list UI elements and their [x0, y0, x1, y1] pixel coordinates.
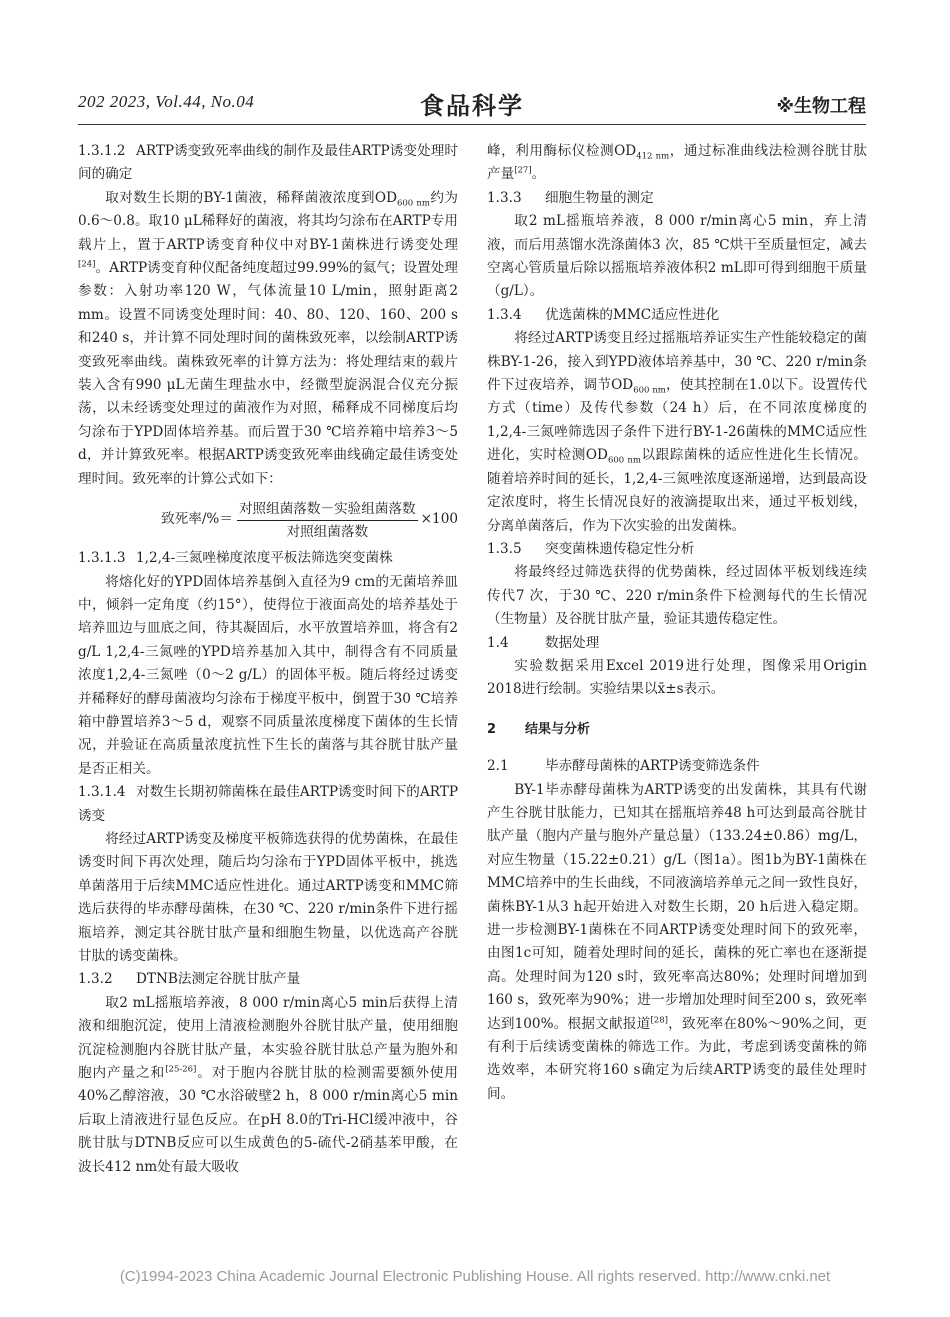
paragraph-biomass: 取2 mL摇瓶培养液，8 000 r/min离心5 min，弃上清液，而后用蒸馏水洗涤菌体3 次，85 ℃烘干至质量恒定，减去空离心管质量后除以摇瓶培养液体积2 mL即可得到细胞干质量（g/L）。 [487, 213, 867, 300]
citation[interactable]: [28] [650, 1015, 668, 1026]
section-number: 1.3.2 [78, 971, 113, 988]
page-info: 202 2023, Vol.44, No.04 [78, 92, 255, 111]
section-title: 细胞生物量的测定 [545, 189, 654, 206]
heading-1-3-5 [487, 538, 867, 561]
paragraph-dtnb-method: 取2 mL摇瓶培养液，8 000 r/min离心5 min后获得上清液和细胞沉淀，使用上清液检测胞外谷胱甘肽产量，使用细胞沉淀检测胞内谷胱甘肽产量，本实验谷胱甘肽总产量为胞外和胞内产量之和[25-26]。对于胞内谷胱甘肽的检测需要额外使用40%乙醇溶液，30 ℃水浴破壁2 h，8 000 r/min离心5 min后取上清液进行显色反应。在pH 8.0的Tri-HCl缓冲液中，谷胱甘肽与DTNB反应可以生成黄色的5-硫代-2硝基苯甲酸，在波长412 nm处有最大吸收 [78, 994, 459, 1175]
section-number: 1.3.4 [487, 306, 522, 323]
section-number: 1.3.3 [487, 189, 522, 206]
left-column [78, 140, 458, 1179]
heading-2 [487, 718, 867, 741]
paragraph-results-artp: BY-1毕赤酵母菌株为ARTP诱变的出发菌株，其具有代谢产生谷胱甘肽能力，已知其在摇瓶培养48 h可达到最高谷胱甘肽产量（胞内产量与胞外产量总量）（133.24±0.86）mg/L，对应生物量（15.22±0.21）g/L（图1a）。图1b为BY-1菌株在MMC培养中的生长曲线，不同液滴培养单元之间一致性良好，菌株BY-1从3 h起开始进入对数生长期，20 h后进入稳定期。进一步检测BY-1菌株在不同ARTP诱变处理时间下的致死率，由图1c可知，随着处理时间的延长，菌株的死亡率也在逐渐提高。处理时间为120 s时，致死率高达80%；处理时间增加到160 s，致死率为90%；进一步增加处理时间至200 s，致死率达到100%。根据文献报道[28]，致死率在80%～90%之间，更有利于后续诱变菌株的筛选工作。为此，考虑到诱变菌株的筛选效率，本研究将160 s确定为后续ARTP诱变的最佳处理时间。 [487, 781, 867, 1102]
lethality-formula [78, 495, 458, 545]
section-number: 2 [487, 721, 497, 737]
right-column [487, 140, 867, 1106]
section-title: 优选菌株的MMC适应性进化 [545, 306, 720, 323]
heading-1-3-4 [487, 304, 867, 327]
header-rule [78, 124, 866, 125]
section-title: DTNB法测定谷胱甘肽产量 [136, 971, 301, 988]
paragraph-gradient-plate: 将熔化好的YPD固体培养基倒入直径为9 cm的无菌培养皿中，倾斜一定角度（约15°），使得位于液面高处的培养基处于培养皿边与皿底之间，待其凝固后，水平放置培养皿，将含有2 g/L 1,2,4-三氮唑的YPD培养基加入其中，制得含有不同质量浓度1,2,4-三氮唑（0～2 g/L）的固体平板。随后将经过诱变并稀释好的酵母菌液均匀涂布于梯度平板中，倒置于30 ℃培养箱中静置培养3～5 d，观察不同质量浓度梯度下菌体的生长情况，并验证在高质量浓度抗性下生长的菌落与其谷胱甘肽产量是否正相关。 [78, 573, 458, 777]
section-title: 对数生长期初筛菌株在最佳ARTP诱变时间下的ARTP诱变 [78, 784, 458, 824]
citation[interactable]: [27] [514, 165, 532, 176]
formula-rhs: ×100 [420, 511, 458, 528]
section-title: ARTP诱变致死率曲线的制作及最佳ARTP诱变处理时间的确定 [78, 143, 458, 183]
copyright-footer: (C)1994-2023 China Academic Journal Electronic Publishing House. All rights reserved. http://www.cnki.net [119, 1268, 831, 1285]
heading-1-3-2 [78, 968, 458, 991]
formula-denominator: 对照组菌落数 [286, 523, 369, 540]
section-number: 1.3.1.3 [78, 550, 126, 567]
paragraph-genetic-stability: 将最终经过筛选获得的优势菌株，经过固体平板划线连续传代7 次，于30 ℃、220 r/min条件下检测每代的生长情况（生物量）及谷胱甘肽产量，验证其遗传稳定性。 [487, 564, 867, 628]
section-title: 结果与分析 [525, 721, 591, 737]
section-number: 2.1 [487, 758, 509, 775]
section-number: 1.3.1.4 [78, 784, 126, 801]
page-header [78, 88, 866, 122]
paragraph-dtnb-continued: 峰，利用酶标仪检测$OD_{412 nm}$，通过标准曲线法检测谷胱甘肽产量[27]。 [487, 143, 867, 183]
heading-1-3-1-3 [78, 547, 458, 570]
heading-1-4 [487, 632, 867, 655]
formula-lhs: 致死率/%＝ [161, 511, 233, 528]
section-number: 1.3.1.2 [78, 143, 126, 159]
formula-numerator: 对照组菌落数－实验组菌落数 [237, 499, 418, 521]
heading-1-3-1-2 [78, 140, 458, 187]
section-label: ※生物工程 [776, 96, 866, 117]
heading-1-3-3 [487, 187, 867, 210]
section-number: 1.3.5 [487, 540, 522, 557]
journal-title: 食品科学 [420, 92, 524, 120]
paragraph-artp-lethality: 取对数生长期的BY-1菌液，稀释菌液浓度到$OD_{600 nm}$约为0.6～0.8。取10 μL稀释好的菌液，将其均匀涂布在ARTP专用载片上，置于ARTP诱变育种仪中对BY-1菌株进行诱变处理[24]。ARTP诱变育种仪配备纯度超过99.99%的氦气；设置处理参数：入射功率120 W，气体流量10 L/min，照射距离2 mm。设置不同诱变处理时间：40、80、120、160、200 s和240 s，并计算不同处理时间的菌株致死率，以绘制ARTP诱变致死率曲线。菌株致死率的计算方法为：将处理结束的载片装入含有990 μL无菌生理盐水中，经微型旋涡混合仪充分振荡，以未经诱变处理过的菌液作为对照，稀释成不同梯度后均匀涂布于YPD固体培养基。而后置于30 ℃培养箱中培养3～5 d，并计算致死率。根据ARTP诱变致死率曲线确定最佳诱变处理时间。致死率的计算公式如下： [78, 189, 459, 487]
section-title: 突变菌株遗传稳定性分析 [545, 540, 695, 557]
heading-2-1 [487, 755, 867, 778]
heading-1-3-1-4 [78, 781, 458, 828]
section-number: 1.4 [487, 634, 509, 651]
paragraph-data-processing: 实验数据采用Excel 2019进行处理，图像采用Origin 2018进行绘制。实验结果以x̄±s表示。 [487, 657, 867, 698]
section-title: 1,2,4-三氮唑梯度浓度平板法筛选突变菌株 [136, 550, 393, 567]
section-title: 数据处理 [545, 634, 600, 651]
citation[interactable]: [24] [78, 259, 96, 270]
paragraph-mmc-evolution: 将经过ARTP诱变且经过摇瓶培养证实生产性能较稳定的菌株BY-1-26，接入到YPD液体培养基中，30 ℃、220 r/min条件下过夜培养，调节$OD_{600 nm}$，使其控制在1.0以下。设置传代方式（time）及传代参数（24 h）后，在不同浓度梯度的1,2,4-三氮唑筛选因子条件下进行BY-1-26菌株的MMC适应性进化，实时检测$OD_{600 nm}$以跟踪菌株的适应性进化生长情况。随着培养时间的延长，1,2,4-三氮唑浓度逐渐递增，达到最高设定浓度时，将生长情况良好的液滴提取出来，通过平板划线，分离单菌落后，作为下次实验的出发菌株。 [487, 330, 868, 534]
citation[interactable]: [25-26] [165, 1064, 197, 1075]
section-title: 毕赤酵母菌株的ARTP诱变筛选条件 [545, 758, 760, 775]
formula-fraction [237, 499, 418, 542]
paragraph-second-mutagenesis: 将经过ARTP诱变及梯度平板筛选获得的优势菌株，在最佳诱变时间下再次处理，随后均匀涂布于YPD固体平板中，挑选单菌落用于后续MMC适应性进化。通过ARTP诱变和MMC筛选后获得的毕赤酵母菌株，在30 ℃、220 r/min条件下进行摇瓶培养，测定其谷胱甘肽产量和细胞生物量，以优选高产谷胱甘肽的诱变菌株。 [78, 830, 458, 964]
